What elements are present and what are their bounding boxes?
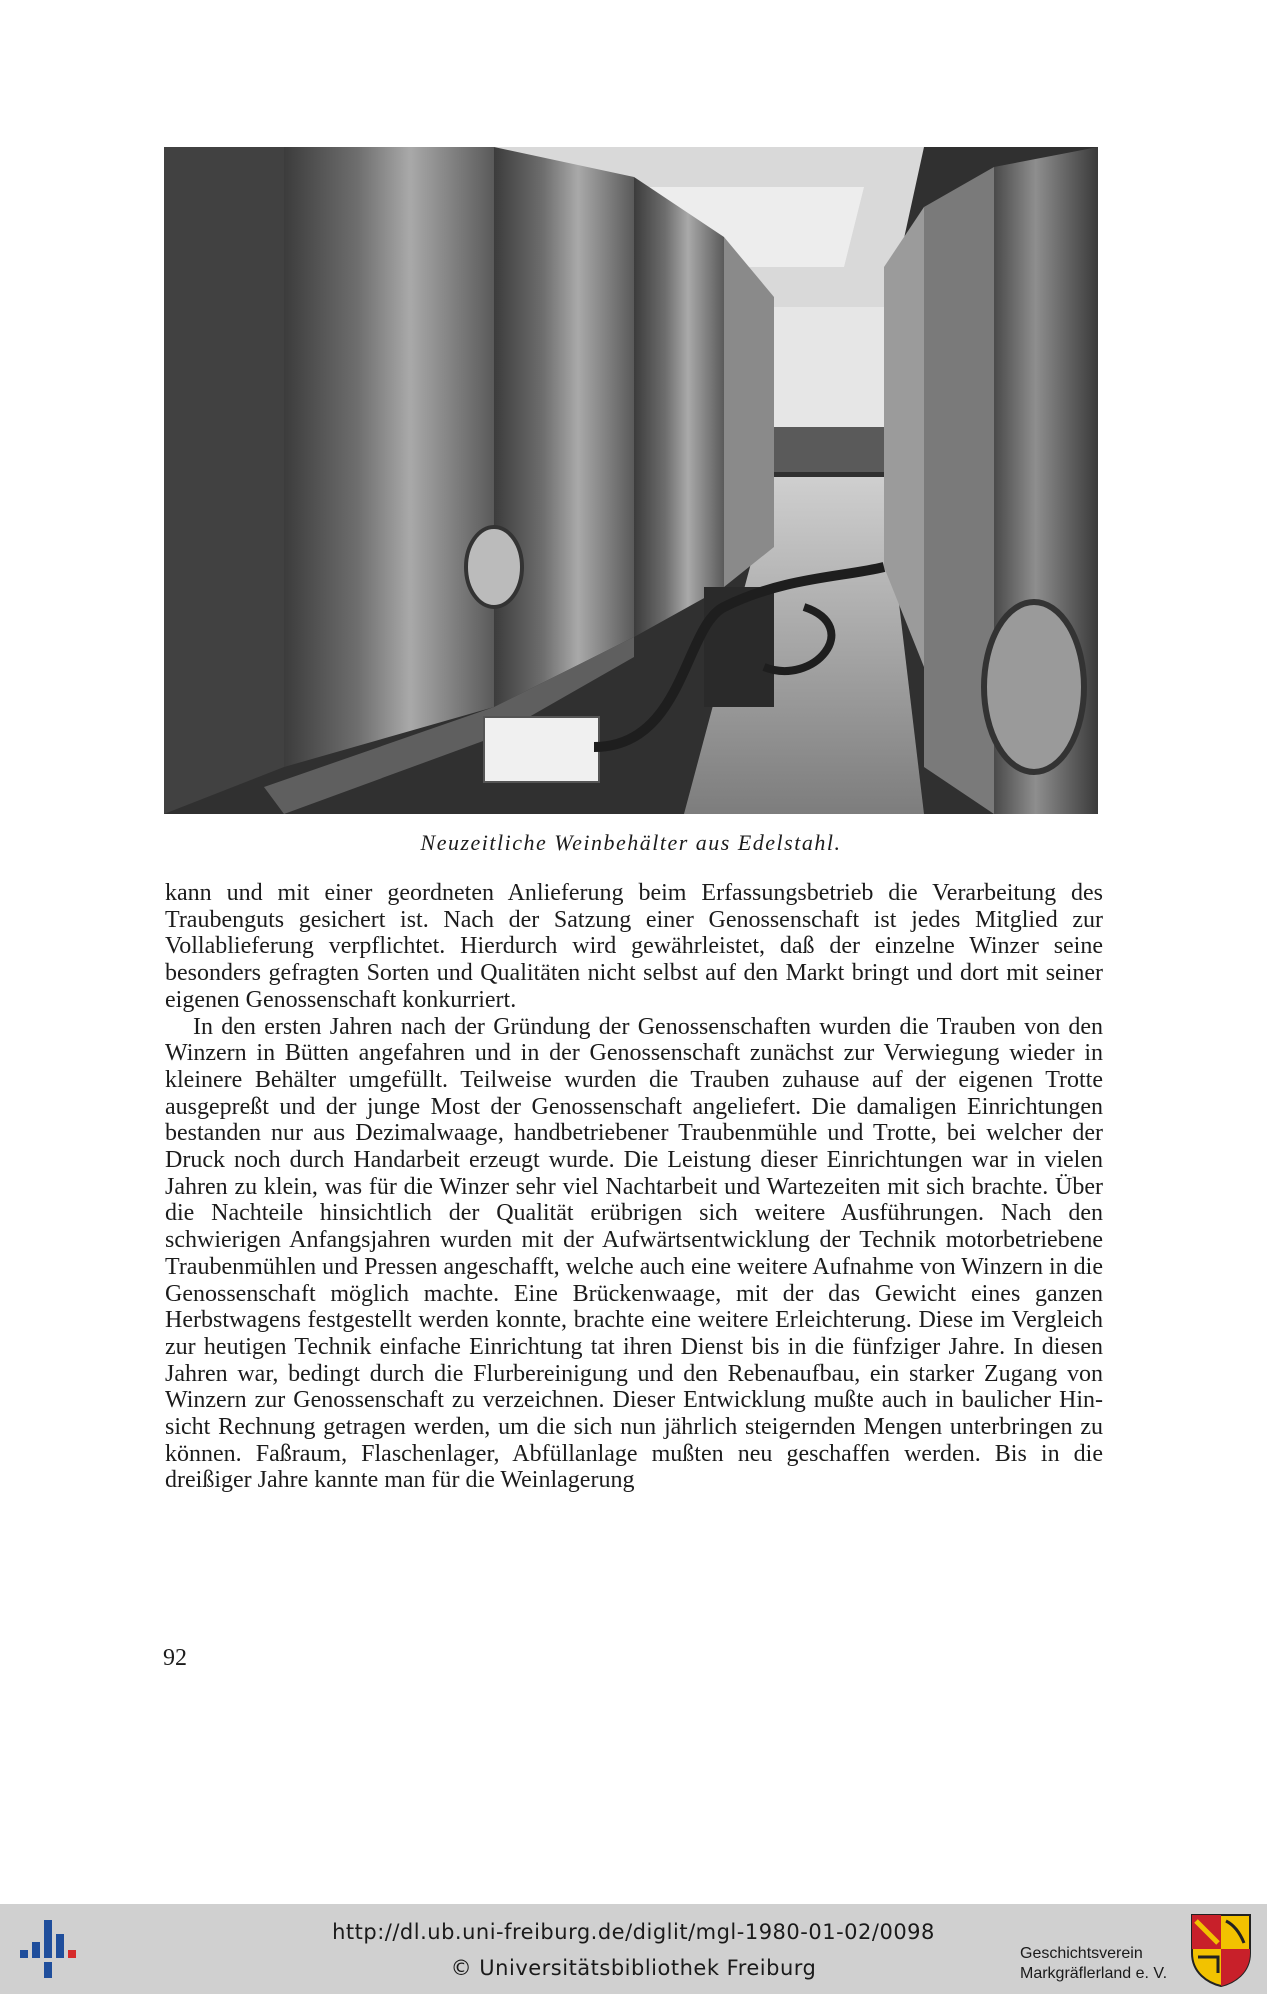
wine-tank-photo [164,147,1098,814]
copyright-notice: © Universitätsbibliothek Freiburg [450,1956,817,1980]
paragraph: In den ersten Jahren nach der Gründung der Genossenschaften wurden die Trauben von den Winzern in Bütten angefahren und in der Genossenschaft zunächst zur Verwiegung wieder in kleinere Behälter umgefüllt. Teilweise wurden die Trauben zuhause auf der eigenen Trotte ausgepreßt und der junge Most der Genossenschaft angeliefert. Die damaligen Einrichtungen bestanden nur aus Dezimalwaage, handbetriebener Traubenmühle und Trotte, bei welcher der Druck noch durch Handarbeit erzeugt wurde. Die Leistung dieser Einrichtungen war in vielen Jahren zu klein, was für die Winzer sehr viel Nachtarbeit und Wartezeiten mit sich brachte. Über die Nachteile hinsichtlich der Qualität erübrigen sich weitere Ausführungen. Nach den schwierigen Anfangsjahren wurden mit der Aufwärtsentwicklung der Technik motorbetriebene Traubenmühlen und Pressen angeschafft, welche auch eine weitere Aufnahme von Winzern in die Genossenschaft möglich machte. Eine Brückenwaage, mit der das Gewicht eines ganzen Herbstwagens festgestellt werden konnte, brachte eine weitere Erleichterung. Diese im Vergleich zur heutigen Technik einfache Einrichtung tat ihren Dienst bis in die fünfziger Jahre. In diesen Jahren war, bedingt durch die Flurbereinigung und den Rebenaufbau, ein starker Zugang von Winzern zur Genossenschaft zu verzeichnen. Dieser Entwicklung mußte auch in baulicher Hinsicht Rechnung getragen werden, um die sich nun jährlich steigernden Mengen unterbringen zu können. Faßraum, Flaschenlager, Abfüllanlage mußten neu geschaffen werden. Bis in die dreißiger Jahre kannte man für die Weinlagerung [165,1013,1103,1494]
document-url[interactable]: http://dl.ub.uni-freiburg.de/diglit/mgl-1980-01-02/0098 [332,1920,935,1944]
organization-name-line: Geschichtsverein [1020,1945,1143,1962]
page-number: 92 [163,1645,187,1671]
organization-name [1020,1944,1190,1984]
paragraph: kann und mit einer geordneten Anlieferung beim Erfassungsbetrieb die Verarbeitung des Traubenguts gesichert ist. Nach der Satzung einer Genossenschaft ist jedes Mitglied zur Vollablieferung verpflichtet. Hierdurch wird gewährleistet, daß der einzelne Winzer seine besonders gefragten Sorten und Qualitäten nicht selbst auf den Markt bringt und dort mit seiner eigenen Genossenschaft konkurriert. [165,880,1103,1013]
footer-bar [0,1904,1267,1994]
body-text [165,880,1103,1494]
figure-caption: Neuzeitliche Weinbehälter aus Edelstahl. [420,830,842,855]
organization-name-line: Markgräflerland e. V. [1020,1965,1168,1982]
coat-of-arms-icon [1190,1913,1252,1987]
